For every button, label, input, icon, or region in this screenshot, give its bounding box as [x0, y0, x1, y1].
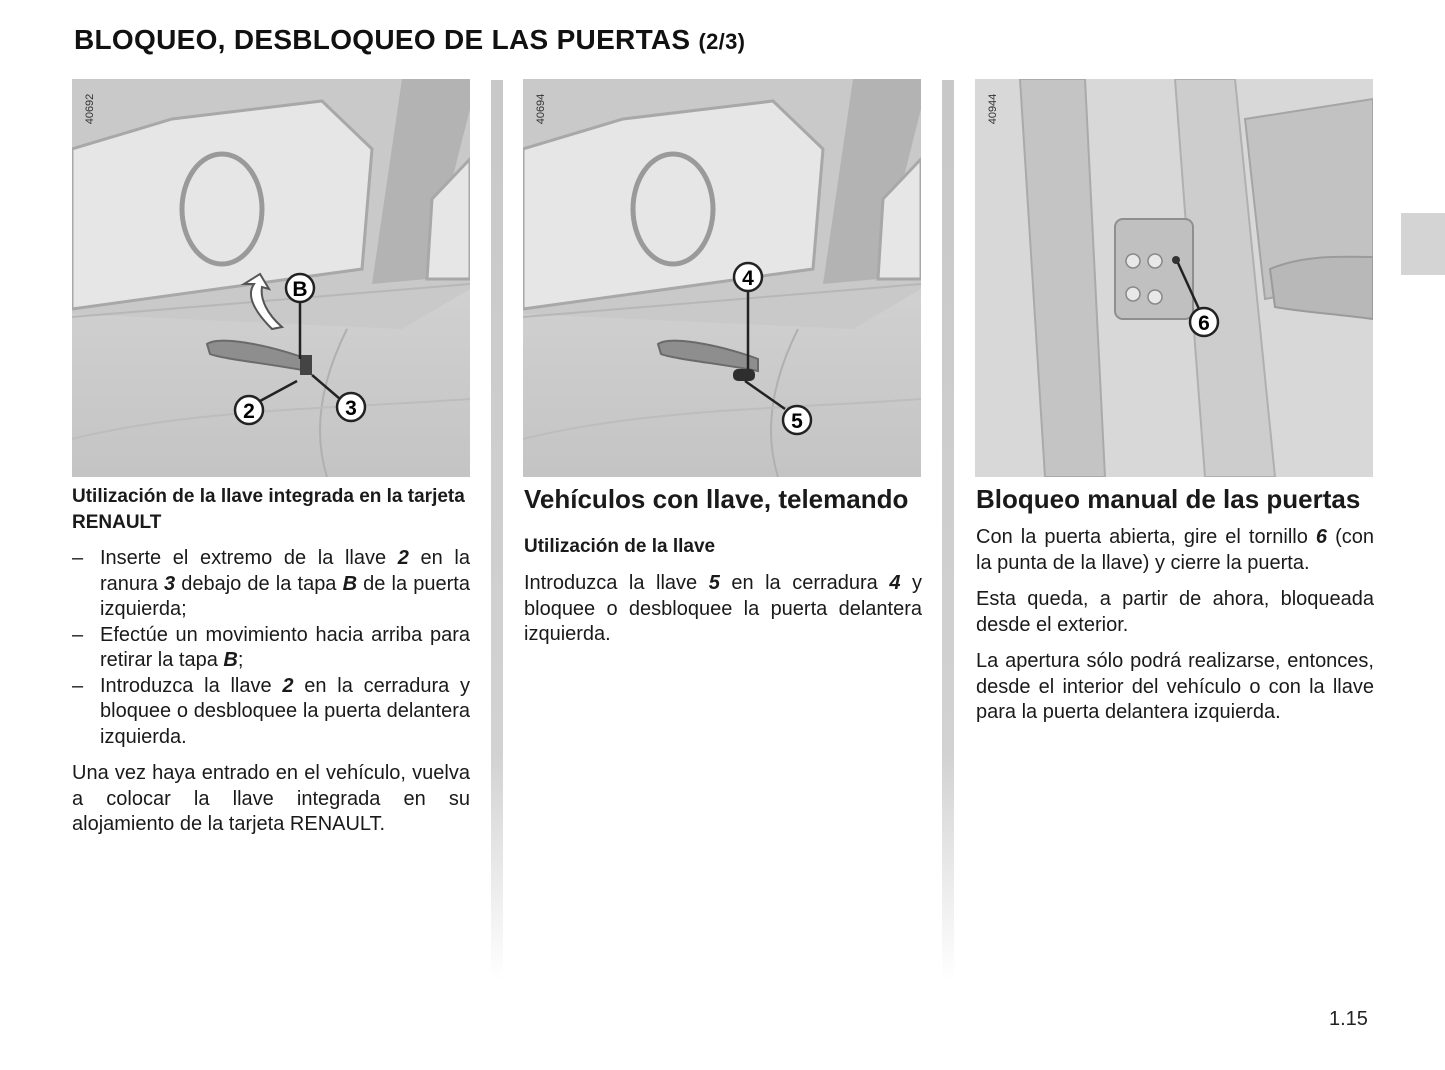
door-handle-illustration — [72, 79, 470, 477]
figure-ref-2: 40694 — [535, 93, 547, 125]
callout-4 — [734, 263, 762, 291]
section-title-manual-lock: Bloqueo manual de las puertas — [976, 484, 1361, 514]
callout-4-label: 4 — [742, 267, 754, 290]
paragraph-manual-3: La apertura sólo podrá realizarse, entonces, desde el interior del vehículo o con la llave para la puerta delantera izquierda. — [976, 650, 1374, 723]
callout-b-label: B — [292, 278, 308, 301]
door-edge-illustration — [975, 79, 1373, 477]
subhead-key-use: Utilización de la llave — [524, 536, 716, 557]
paragraph-manual-2: Esta queda, a partir de ahora, bloqueada desde el exterior. — [976, 588, 1374, 636]
latch-bolt-1 — [1126, 254, 1140, 268]
subhead-integrated-key: Utilización de la llave integrada en la tarjeta RENAULT — [72, 486, 465, 533]
armrest — [1270, 257, 1373, 319]
page-title — [74, 24, 745, 56]
paragraph-key-use: Introduzca la llave 5 en la cerradura 4 y bloquee o desbloquee la puerta delantera izquierda. — [524, 572, 922, 645]
column-integrated-key — [72, 484, 470, 838]
section-tab — [1401, 213, 1445, 275]
callout-5-label: 5 — [791, 410, 803, 433]
callout-3-label: 3 — [345, 397, 357, 420]
latch-bolt-3 — [1126, 287, 1140, 301]
page-title-suffix: (2/3) — [698, 29, 746, 54]
closing-paragraph: Una vez haya entrado en el vehículo, vuelva a colocar la llave integrada en su alojamiento de la tarjeta RENAULT. — [72, 762, 470, 835]
body-crease-2 — [523, 399, 921, 439]
list-item: – Efectúe un movimiento hacia arriba para retirar la tapa B; — [72, 623, 470, 671]
figure-door-handle-cap — [72, 79, 470, 477]
latch-bolt-4 — [1148, 290, 1162, 304]
key-lock-illustration — [523, 79, 921, 477]
page-title-text: BLOQUEO, DESBLOQUEO DE LAS PUERTAS — [74, 24, 691, 55]
page-number: 1.15 — [1329, 1008, 1368, 1030]
column-manual-lock — [976, 484, 1374, 726]
leader-line-5 — [745, 381, 785, 409]
figure-ref-3: 40944 — [987, 93, 999, 125]
leader-line-3 — [312, 375, 340, 399]
paragraph-manual-1: Con la puerta abierta, gire el tornillo 6 (con la punta de la llave) y cierre la puerta. — [976, 526, 1374, 574]
callout-2-label: 2 — [243, 400, 255, 423]
steps-list — [72, 546, 470, 750]
section-title-remote-key: Vehículos con llave, telemando — [524, 484, 909, 514]
door-handle-2 — [658, 341, 758, 371]
latch-bolt-2 — [1148, 254, 1162, 268]
callout-6 — [1190, 308, 1218, 336]
callout-2 — [235, 396, 263, 424]
body-crease — [72, 399, 470, 439]
list-item: – Introduzca la llave 2 en la cerradura y bloquee o desbloquee la puerta delantera izquierda. — [72, 674, 470, 748]
callout-6-label: 6 — [1198, 312, 1210, 335]
callout-b — [286, 274, 314, 302]
callout-3 — [337, 393, 365, 421]
figure-door-key-lock — [523, 79, 921, 477]
handle-cap — [300, 355, 312, 375]
column-divider-right — [942, 80, 954, 980]
key-in-lock — [733, 369, 755, 381]
door-handle — [207, 341, 307, 371]
figure-manual-lock-screw — [975, 79, 1373, 477]
leader-line-2 — [260, 381, 297, 401]
callout-5 — [783, 406, 811, 434]
column-remote-key — [524, 484, 922, 648]
figure-ref-1: 40692 — [84, 93, 96, 125]
column-divider-left — [491, 80, 503, 980]
list-item: – Inserte el extremo de la llave 2 en la ranura 3 debajo de la tapa B de la puerta izquierda; — [72, 547, 470, 620]
